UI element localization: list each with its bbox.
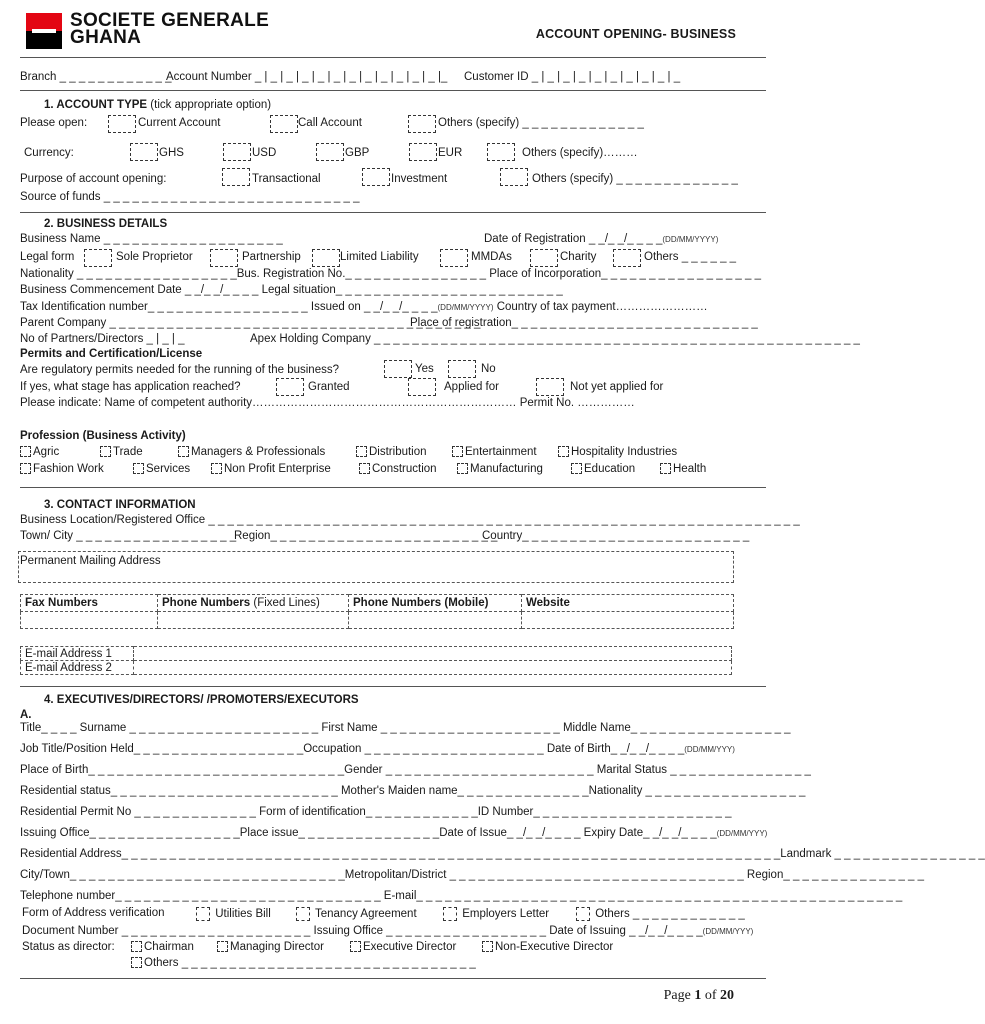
place-of-registration-field[interactable]: Place of registration_ _ _ _ _ _ _ _ _ _ _ _ _ _ _ _ _ _ _ _ _ _ _ _ _ _ bbox=[410, 317, 758, 329]
ned-label: Non-Executive Director bbox=[495, 941, 614, 953]
executive-director-checkbox[interactable] bbox=[350, 941, 456, 953]
page-number bbox=[664, 988, 734, 1004]
fax-cell[interactable] bbox=[21, 612, 158, 629]
section1-note: (tick appropriate option) bbox=[150, 99, 272, 111]
call-account-checkbox[interactable] bbox=[270, 115, 298, 133]
brand-logo-text bbox=[70, 12, 269, 46]
prof-label: Agric bbox=[33, 446, 60, 458]
utilities-bill-checkbox[interactable] bbox=[196, 907, 271, 921]
yes-label: Yes bbox=[415, 363, 434, 375]
phone-mobile-cell[interactable] bbox=[349, 612, 522, 629]
mmdas-checkbox[interactable] bbox=[440, 249, 468, 267]
sole-proprietor-checkbox[interactable] bbox=[84, 249, 112, 267]
birth-place-row[interactable]: Place of Birth_ _ _ _ _ _ _ _ _ _ _ _ _ _ _ _ _ _ _ _ _ _ _ _ _ _ _Gender _ _ _ _ _ _ _ _ _ _ _ _ _ _ _ _ _ _ _ _ _ _ Marital Status _ _ _ _ _ _ _ _ _ _ _ _ _ _ _ bbox=[20, 764, 811, 776]
section1-title: 1. ACCOUNT TYPE bbox=[44, 99, 148, 111]
residential-address-row[interactable]: Residential Address_ _ _ _ _ _ _ _ _ _ _ _ _ _ _ _ _ _ _ _ _ _ _ _ _ _ _ _ _ _ _ _ _ _ _ _ _ _ _ _ _ _ _ _ _ _ _ _ _ _ _ _ _ _ _ _ _ _ _ _ _ _ _ _ _ _ _ _ _Landmark _ _ _ _ _ _ _ _ _ _ _ _ _ _ _ _ bbox=[20, 848, 985, 860]
page-of: of bbox=[701, 988, 720, 1003]
divider bbox=[20, 90, 766, 91]
gbp-checkbox[interactable] bbox=[316, 143, 344, 161]
page-current: 1 bbox=[694, 988, 702, 1003]
prof-label: Manufacturing bbox=[470, 463, 543, 475]
doc-format-hint: (DD/MM/YYY) bbox=[702, 927, 754, 936]
table-row bbox=[21, 661, 732, 675]
charity-label: Charity bbox=[560, 251, 597, 263]
prof-fashion[interactable] bbox=[20, 463, 104, 475]
status-label: Status as director: bbox=[22, 941, 115, 953]
md-label: Managing Director bbox=[230, 941, 324, 953]
page-prefix: Page bbox=[663, 988, 695, 1003]
prof-non-profit[interactable] bbox=[211, 463, 331, 475]
purpose-label: Purpose of account opening: bbox=[20, 173, 167, 185]
utilities-label: Utilities Bill bbox=[215, 908, 271, 921]
investment-checkbox[interactable] bbox=[362, 168, 390, 186]
prof-entertainment[interactable] bbox=[452, 446, 537, 458]
country-field[interactable]: Country_ _ _ _ _ _ _ _ _ _ _ _ _ _ _ _ _ _ _ _ _ _ _ _ bbox=[482, 530, 750, 542]
business-name-field[interactable]: Business Name _ _ _ _ _ _ _ _ _ _ _ _ _ _ _ _ _ _ _ bbox=[20, 233, 283, 245]
prof-label: Hospitality Industries bbox=[571, 446, 678, 458]
section2-heading: 2. BUSINESS DETAILS bbox=[44, 218, 168, 230]
email2-input[interactable] bbox=[134, 661, 732, 675]
not-yet-label: Not yet applied for bbox=[570, 381, 664, 393]
region-field[interactable]: Region_ _ _ _ _ _ _ _ _ _ _ _ _ _ _ _ _ _ _ _ _ _ _ _ bbox=[234, 530, 498, 542]
phone-header-text: Phone Numbers bbox=[162, 597, 251, 609]
section1-heading bbox=[44, 99, 271, 111]
partnership-label: Partnership bbox=[242, 251, 301, 263]
usd-checkbox[interactable] bbox=[223, 143, 251, 161]
prof-label: Education bbox=[584, 463, 636, 475]
authority-row[interactable]: Please indicate: Name of competent authority…………………………………………………………… Permit No. …………… bbox=[20, 397, 635, 409]
profession-heading: Profession (Business Activity) bbox=[20, 430, 186, 442]
mailing-address-label: Permanent Mailing Address bbox=[20, 555, 161, 567]
granted-checkbox[interactable] bbox=[276, 378, 304, 396]
job-title-text: Job Title/Position Held_ _ _ _ _ _ _ _ _ _ _ _ _ _ _ _ _ _Occupation _ _ _ _ _ _ _ _ _ _ _ _ _ _ _ _ _ _ _ Date of Birth_ _/_ _/_ _ _ _ bbox=[20, 743, 685, 755]
prof-label: Entertainment bbox=[465, 446, 537, 458]
call-account-label: Call Account bbox=[298, 117, 362, 129]
limited-liability-checkbox[interactable] bbox=[312, 249, 340, 267]
section4-heading: 4. EXECUTIVES/DIRECTORS/ /PROMOTERS/EXECUTORS bbox=[44, 694, 359, 706]
business-location-field[interactable]: Business Location/Registered Office _ _ _ _ _ _ _ _ _ _ _ _ _ _ _ _ _ _ _ _ _ _ _ _ _ _ _ _ _ _ _ _ _ _ _ _ _ _ _ _ _ _ _ _ _ _ _ _ _ _ _ _ _ _ _ _ _ _ _ _ _ _ bbox=[20, 514, 800, 526]
divider bbox=[20, 686, 766, 687]
prof-health[interactable] bbox=[660, 463, 706, 475]
applied-label: Applied for bbox=[444, 381, 499, 393]
no-checkbox[interactable] bbox=[448, 360, 476, 378]
tin-field[interactable] bbox=[20, 301, 708, 313]
website-cell[interactable] bbox=[522, 612, 734, 629]
charity-checkbox[interactable] bbox=[530, 249, 558, 267]
current-account-checkbox[interactable] bbox=[108, 115, 136, 133]
please-open-label: Please open: bbox=[20, 117, 88, 129]
other-currency-field[interactable]: Others (specify)……… bbox=[522, 147, 638, 159]
employers-letter-checkbox[interactable] bbox=[443, 907, 549, 921]
transactional-checkbox[interactable] bbox=[222, 168, 250, 186]
legal-form-label: Legal form bbox=[20, 251, 75, 263]
limited-liability-label: Limited Liability bbox=[340, 251, 419, 263]
prof-label: Health bbox=[673, 463, 707, 475]
prof-label: Fashion Work bbox=[33, 463, 104, 475]
purpose-others-checkbox[interactable] bbox=[500, 168, 528, 186]
phone-fixed-note: (Fixed Lines) bbox=[253, 597, 320, 609]
date-of-registration-field[interactable] bbox=[484, 233, 718, 245]
legal-others-field[interactable]: Others _ _ _ _ _ _ bbox=[644, 251, 737, 263]
current-account-label: Current Account bbox=[138, 117, 221, 129]
prof-education[interactable] bbox=[571, 463, 635, 475]
tax-country-text: Country of tax payment…………………… bbox=[496, 301, 708, 313]
tenancy-checkbox[interactable] bbox=[296, 907, 417, 921]
status-others-field[interactable]: Others _ _ _ _ _ _ _ _ _ _ _ _ _ _ _ _ _ _ _ _ _ _ _ _ _ _ _ _ _ _ _ bbox=[144, 957, 476, 969]
town-field[interactable]: Town/ City _ _ _ _ _ _ _ _ _ _ _ _ _ _ _ _ _ bbox=[20, 530, 237, 542]
tin-text: Tax Identification number_ _ _ _ _ _ _ _ _ _ _ _ _ _ _ _ _ Issued on _ _/_ _/_ _ _ _ bbox=[20, 301, 438, 313]
title-name-row[interactable]: Title_ _ _ _ Surname _ _ _ _ _ _ _ _ _ _ _ _ _ _ _ _ _ _ _ _ First Name _ _ _ _ _ _ _ _ _ _ _ _ _ _ _ _ _ _ _ Middle Name_ _ _ _ _ _ _ _ _ _ _ _ _ _ _ _ _ bbox=[20, 722, 791, 734]
not-yet-checkbox[interactable] bbox=[536, 378, 564, 396]
prof-distribution[interactable] bbox=[356, 446, 427, 458]
prof-label: Construction bbox=[372, 463, 437, 475]
source-of-funds-field[interactable]: Source of funds _ _ _ _ _ _ _ _ _ _ _ _ _ _ _ _ _ _ _ _ _ _ _ _ _ _ _ bbox=[20, 191, 360, 203]
legal-others-checkbox[interactable] bbox=[613, 249, 641, 267]
tenancy-label: Tenancy Agreement bbox=[315, 908, 417, 921]
brand-logo-mark bbox=[26, 13, 62, 49]
prof-managers[interactable] bbox=[178, 446, 325, 458]
logo-line2: GHANA bbox=[70, 27, 142, 48]
email-table bbox=[20, 646, 732, 675]
verif-others-field[interactable]: Others _ _ _ _ _ _ _ _ _ _ _ _ bbox=[595, 908, 745, 921]
footer-divider bbox=[20, 978, 766, 979]
logo-line1: SOCIETE GENERALE bbox=[70, 10, 270, 31]
commencement-row[interactable]: Business Commencement Date _ _/_ _/_ _ _ _ Legal situation_ _ _ _ _ _ _ _ _ _ _ _ _ _ _ _ _ _ _ _ _ _ _ _ bbox=[20, 284, 563, 296]
sole-proprietor-label: Sole Proprietor bbox=[116, 251, 193, 263]
permits-heading: Permits and Certification/License bbox=[20, 348, 203, 360]
investment-label: Investment bbox=[391, 173, 448, 185]
usd-label: USD bbox=[252, 147, 277, 159]
ghs-checkbox[interactable] bbox=[130, 143, 158, 161]
section3-heading: 3. CONTACT INFORMATION bbox=[44, 499, 196, 511]
non-executive-director-checkbox[interactable] bbox=[482, 941, 613, 953]
issuing-text: Issuing Office_ _ _ _ _ _ _ _ _ _ _ _ _ _ _ _Place issue_ _ _ _ _ _ _ _ _ _ _ _ _ _ _Date of Issue_ _/_ _/_ _ _ _ Expiry Date_ _/_ _/_ _ _ _ bbox=[20, 827, 717, 839]
account-number-field[interactable]: Account Number _ | _ | _ | _ | _ | _ | _ | _ | _ | _ | _ | _ |_ bbox=[166, 71, 448, 83]
prof-hospitality[interactable] bbox=[558, 446, 677, 458]
residential-status-row[interactable]: Residential status_ _ _ _ _ _ _ _ _ _ _ _ _ _ _ _ _ _ _ _ _ _ _ _ Mother's Maiden name_ _ _ _ _ _ _ _ _ _ _ _ _ _Nationality _ _ _ _ _ _ _ _ _ _ _ _ _ _ _ _ _ bbox=[20, 785, 806, 797]
prof-label: Non Profit Enterprise bbox=[224, 463, 331, 475]
document-number-row[interactable] bbox=[22, 925, 753, 937]
city-row[interactable]: City/Town_ _ _ _ _ _ _ _ _ _ _ _ _ _ _ _ _ _ _ _ _ _ _ _ _ _ _ _ _Metropolitan/District _ _ _ _ _ _ _ _ _ _ _ _ _ _ _ _ _ _ _ _ _ _ _ _ _ _ _ _ _ _ _ Region_ _ _ _ _ _ _ _ _ _ _ _ _ _ _ bbox=[20, 869, 925, 881]
ghs-label: GHS bbox=[159, 147, 184, 159]
partnership-checkbox[interactable] bbox=[210, 249, 238, 267]
prof-trade[interactable] bbox=[100, 446, 143, 458]
chairman-checkbox[interactable] bbox=[131, 941, 194, 953]
email2-label: E-mail Address 2 bbox=[21, 661, 134, 675]
prof-agric[interactable] bbox=[20, 446, 59, 458]
table-row bbox=[21, 612, 734, 629]
stage-question: If yes, what stage has application reached? bbox=[20, 381, 241, 393]
gbp-label: GBP bbox=[345, 147, 370, 159]
email1-label: E-mail Address 1 bbox=[21, 647, 134, 661]
section4-sub-a: A. bbox=[20, 709, 32, 721]
granted-label: Granted bbox=[308, 381, 350, 393]
residential-permit-row[interactable]: Residential Permit No _ _ _ _ _ _ _ _ _ _ _ _ _ Form of identification_ _ _ _ _ _ _ _ _ _ _ _ID Number_ _ _ _ _ _ _ _ _ _ _ _ _ _ _ _ _ _ _ _ _ bbox=[20, 806, 732, 818]
telephone-row[interactable]: Telephone number_ _ _ _ _ _ _ _ _ _ _ _ _ _ _ _ _ _ _ _ _ _ _ _ _ _ _ _ E-mail_ _ _ _ _ _ _ _ _ _ _ _ _ _ _ _ _ _ _ _ _ _ _ _ _ _ _ _ _ _ _ _ _ _ _ _ _ _ _ _ _ _ _ _ _ _ _ _ _ _ _ bbox=[20, 890, 903, 902]
phone-mobile-header: Phone Numbers (Mobile) bbox=[349, 595, 522, 612]
no-label: No bbox=[481, 363, 496, 375]
table-header-row bbox=[21, 595, 734, 612]
website-header: Website bbox=[522, 595, 734, 612]
partners-field[interactable]: No of Partners/Directors _ | _ | _ bbox=[20, 333, 185, 345]
employers-label: Employers Letter bbox=[462, 908, 550, 921]
expiry-format-hint: (DD/MM/YYY) bbox=[716, 829, 768, 838]
address-verification-label: Form of Address verification bbox=[22, 907, 165, 919]
divider bbox=[20, 487, 766, 488]
contact-numbers-table bbox=[20, 594, 734, 629]
regulatory-question: Are regulatory permits needed for the running of the business? bbox=[20, 364, 339, 376]
currency-label: Currency: bbox=[24, 147, 74, 159]
apex-company-field[interactable]: Apex Holding Company _ _ _ _ _ _ _ _ _ _ _ _ _ _ _ _ _ _ _ _ _ _ _ _ _ _ _ _ _ _ _ _ _ _ _ _ _ _ _ _ _ _ _ _ _ _ _ _ _ _ _ bbox=[250, 333, 860, 345]
dob-format-hint: (DD/MM/YYY) bbox=[684, 745, 735, 754]
phone-fixed-cell[interactable] bbox=[158, 612, 349, 629]
prof-label: Distribution bbox=[369, 446, 427, 458]
form-title: ACCOUNT OPENING- BUSINESS bbox=[535, 27, 736, 41]
purpose-others-field[interactable]: Others (specify) _ _ _ _ _ _ _ _ _ _ _ _ _ bbox=[532, 173, 738, 185]
prof-construction[interactable] bbox=[359, 463, 437, 475]
page-total: 20 bbox=[720, 988, 734, 1003]
verif-others-checkbox[interactable] bbox=[576, 907, 745, 921]
divider bbox=[20, 212, 766, 213]
fax-header: Fax Numbers bbox=[21, 595, 158, 612]
tin-format-hint: (DD/MM/YYYY) bbox=[437, 303, 494, 312]
job-title-row[interactable] bbox=[20, 743, 735, 755]
email1-input[interactable] bbox=[134, 647, 732, 661]
prof-services[interactable] bbox=[133, 463, 190, 475]
date-reg-text: Date of Registration _ _/_ _/_ _ _ _ bbox=[484, 233, 663, 245]
phone-fixed-header bbox=[158, 595, 349, 612]
transactional-label: Transactional bbox=[252, 173, 321, 185]
others-account-field[interactable]: Others (specify) _ _ _ _ _ _ _ _ _ _ _ _ _ bbox=[438, 117, 644, 129]
table-row bbox=[21, 647, 732, 661]
applied-checkbox[interactable] bbox=[408, 378, 436, 396]
prof-label: Managers & Professionals bbox=[191, 446, 326, 458]
prof-label: Trade bbox=[113, 446, 143, 458]
mmdas-label: MMDAs bbox=[471, 251, 512, 263]
others-account-checkbox[interactable] bbox=[408, 115, 436, 133]
prof-label: Services bbox=[146, 463, 191, 475]
eur-label: EUR bbox=[438, 147, 463, 159]
branch-field[interactable]: Branch _ _ _ _ _ _ _ _ _ _ _ _ bbox=[20, 71, 172, 83]
parent-company-field[interactable]: Parent Company _ _ _ _ _ _ _ _ _ _ _ _ _ _ _ _ _ _ _ _ _ _ _ _ _ _ _ _ _ _ _ _ _ _ _ _ _ _ _ bbox=[20, 317, 481, 329]
date-format-hint: (DD/MM/YYYY) bbox=[662, 235, 719, 244]
status-others-checkbox[interactable] bbox=[131, 957, 476, 969]
header-divider bbox=[20, 57, 766, 58]
customer-id-field[interactable]: Customer ID _ | _ | _ | _ | _ | _ | _ | _ | _ | _ bbox=[464, 71, 681, 83]
yes-checkbox[interactable] bbox=[384, 360, 412, 378]
ed-label: Executive Director bbox=[363, 941, 457, 953]
managing-director-checkbox[interactable] bbox=[217, 941, 324, 953]
eur-checkbox[interactable] bbox=[409, 143, 437, 161]
other-currency-checkbox[interactable] bbox=[487, 143, 515, 161]
chairman-label: Chairman bbox=[144, 941, 194, 953]
prof-manufacturing[interactable] bbox=[457, 463, 543, 475]
nationality-row[interactable]: Nationality _ _ _ _ _ _ _ _ _ _ _ _ _ _ _ _ _Bus. Registration No._ _ _ _ _ _ _ _ _ _ _ _ _ _ _ Place of Incorporation_ _ _ _ _ _ _ _ _ _ _ _ _ _ _ _ _ bbox=[20, 268, 761, 280]
issuing-office-row[interactable] bbox=[20, 827, 767, 839]
doc-text: Document Number _ _ _ _ _ _ _ _ _ _ _ _ _ _ _ _ _ _ _ _ Issuing Office _ _ _ _ _ _ _ _ _ _ _ _ _ _ _ _ _ Date of Issuing _ _/_ _/_ _ _ _ bbox=[22, 925, 703, 937]
